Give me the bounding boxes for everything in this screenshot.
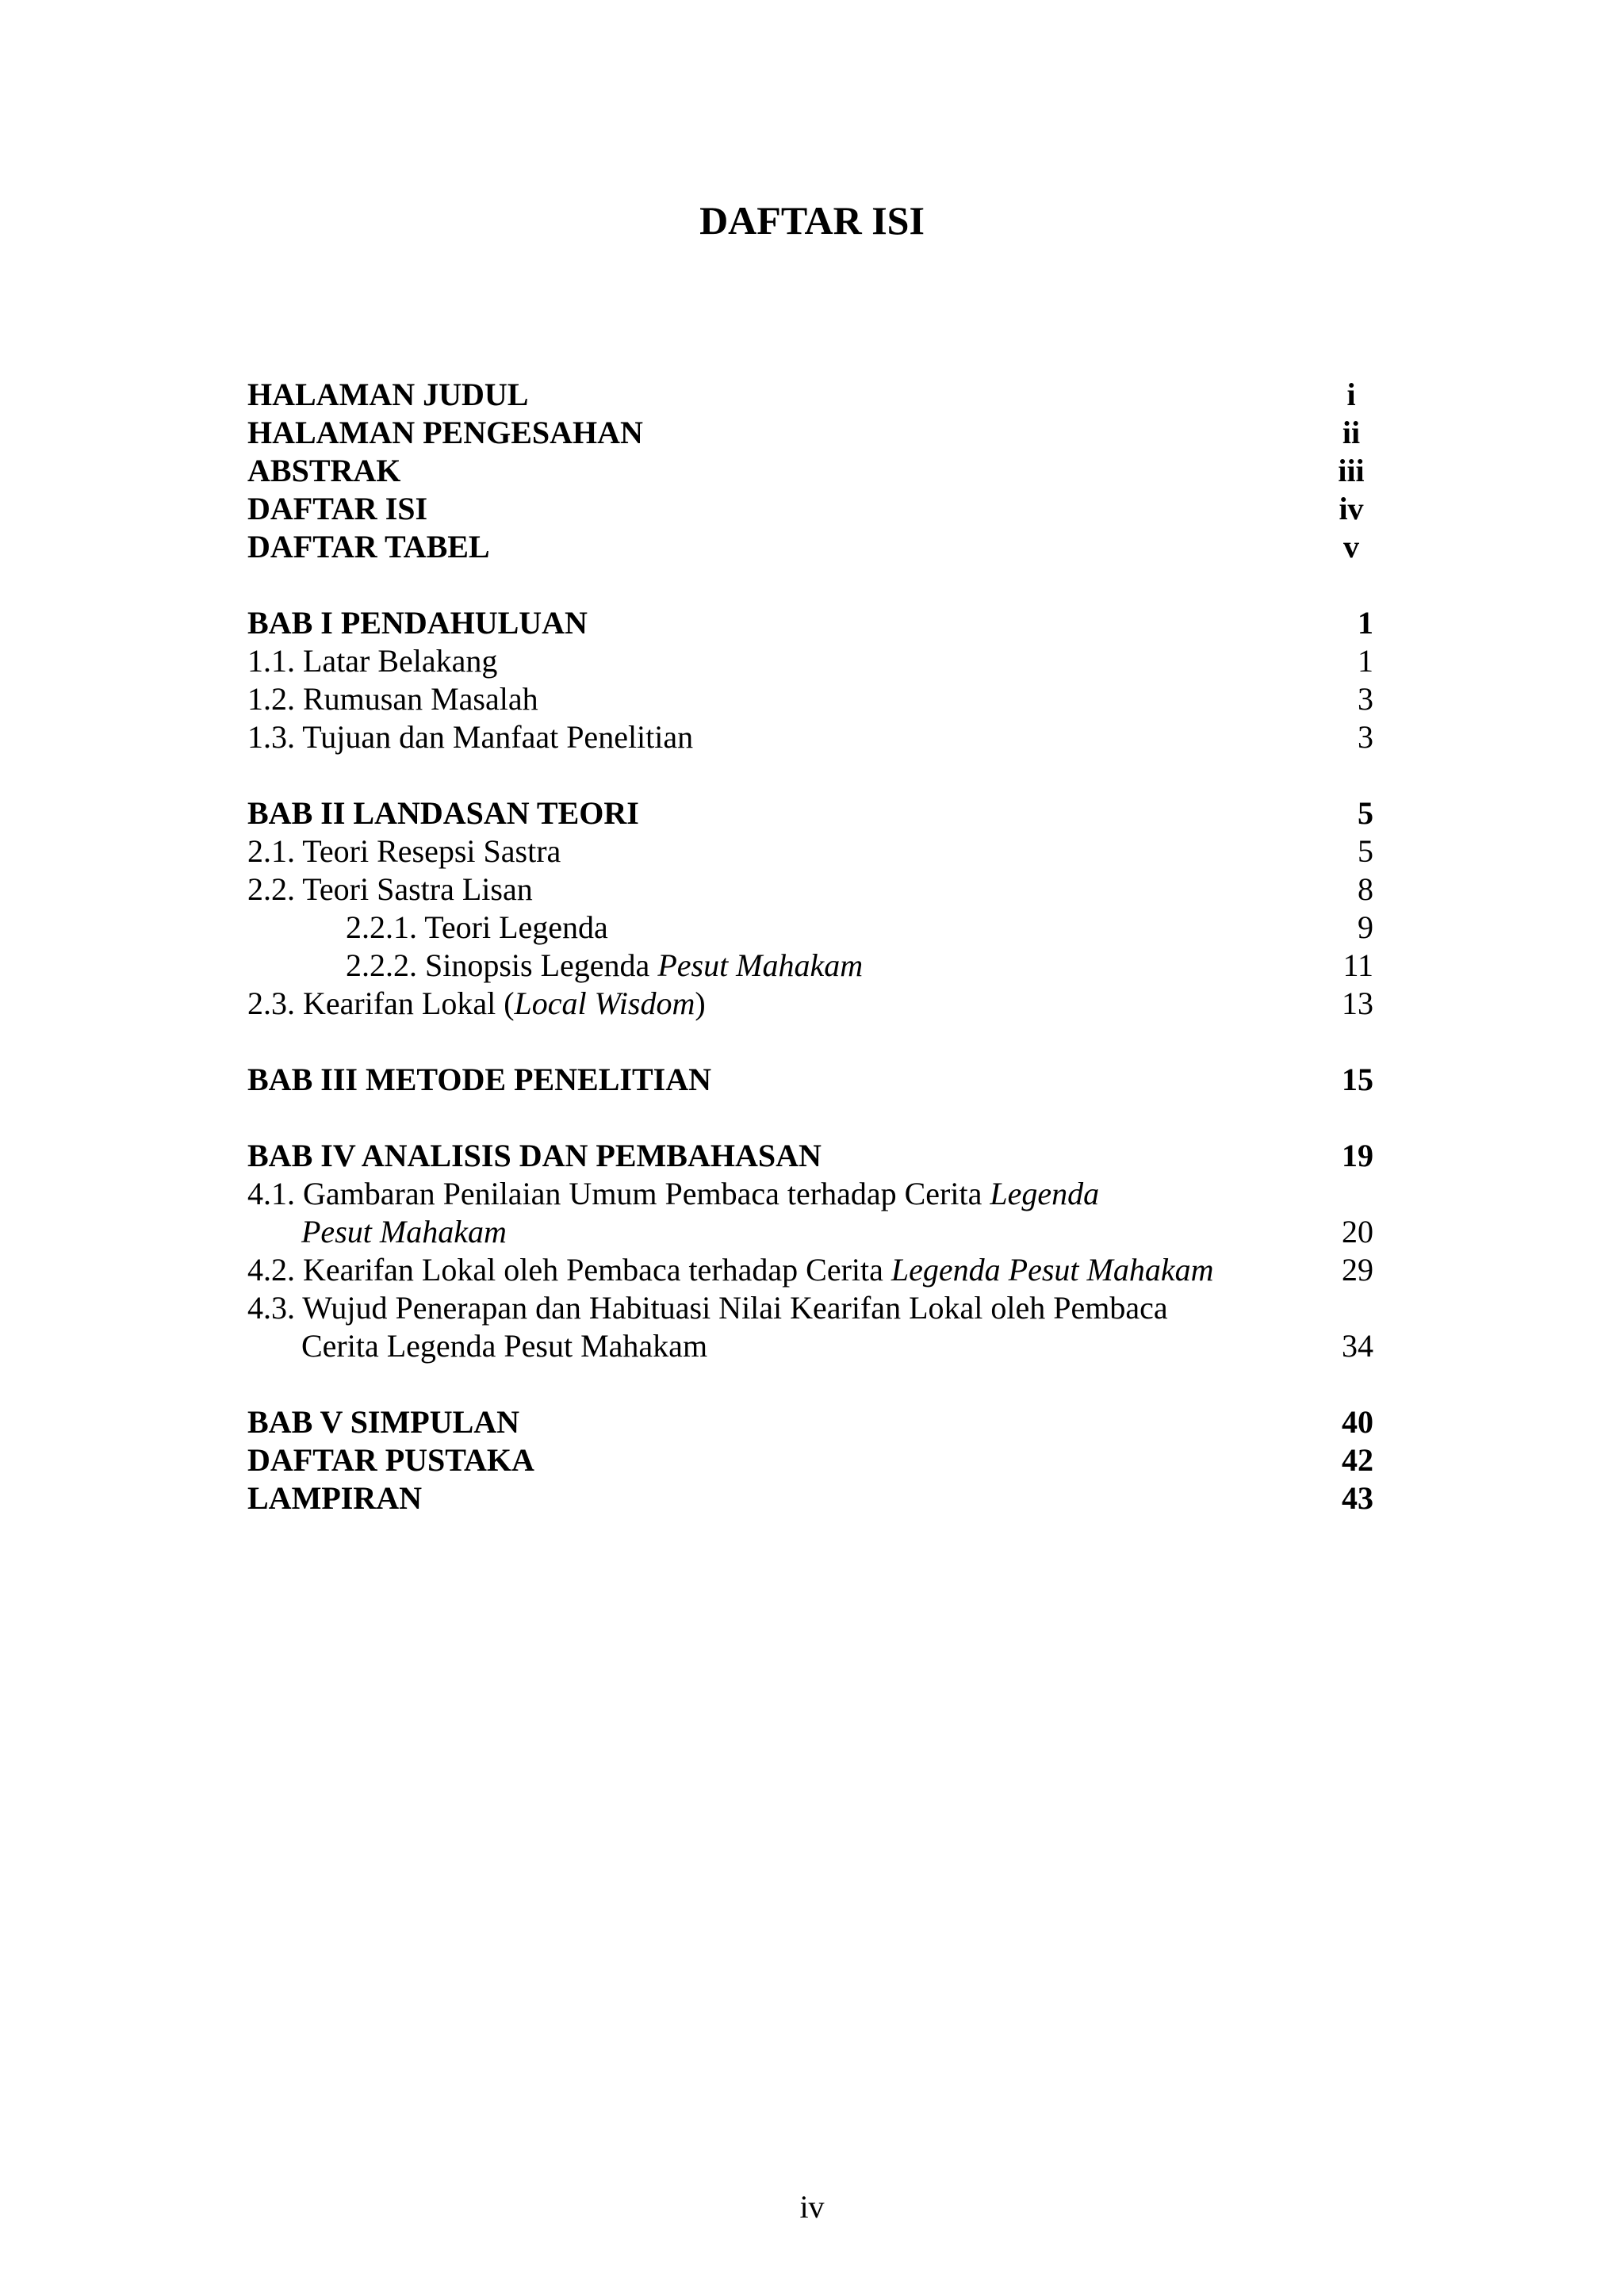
toc-entry-page: 34 (1342, 1328, 1373, 1364)
toc-entry-page: 8 (1358, 871, 1373, 907)
toc-entry-label (247, 1175, 1099, 1213)
toc-entry-page: 19 (1342, 1138, 1373, 1173)
toc-entry-label-text: 2.3. Kearifan Lokal ( (247, 985, 515, 1021)
toc-entry-page: 29 (1342, 1252, 1373, 1288)
toc-entry-2-2-2 (247, 947, 1373, 985)
toc-chapter-bab-2 (247, 794, 1373, 832)
toc-entry-label: ABSTRAK (247, 453, 401, 488)
toc-entry-daftar-tabel (247, 528, 1373, 566)
toc-entry-halaman-judul (247, 376, 1373, 414)
toc-entry-label (247, 1213, 507, 1251)
toc-entry-2-2-1 (247, 909, 1373, 947)
toc-entry-label: BAB IV ANALISIS DAN PEMBAHASAN (247, 1138, 822, 1173)
toc-entry-1-1 (247, 642, 1373, 680)
toc-entry-label-text: 2.2.2. Sinopsis Legenda (346, 947, 658, 983)
toc-entry-label: 1.1. Latar Belakang (247, 643, 498, 679)
toc-entry-label: BAB V SIMPULAN (247, 1404, 520, 1440)
toc-entry-page: iv (1339, 491, 1364, 526)
toc-entry-halaman-pengesahan (247, 414, 1373, 452)
toc-entry-page: v (1343, 529, 1359, 564)
toc-entry-label-text: 4.1. Gambaran Penilaian Umum Pembaca terhadap Cerita (247, 1176, 990, 1211)
toc-entry-label: HALAMAN PENGESAHAN (247, 415, 643, 450)
toc-entry-4-2 (247, 1251, 1373, 1289)
toc-entry-1-3 (247, 718, 1373, 756)
toc-entry-label: DAFTAR ISI (247, 491, 428, 526)
toc-entry-lampiran (247, 1479, 1373, 1517)
page-title: DAFTAR ISI (699, 198, 925, 243)
toc-entry-4-1 (247, 1175, 1373, 1213)
toc-entry-page: iii (1338, 453, 1365, 488)
toc-entry-label: BAB II LANDASAN TEORI (247, 795, 639, 831)
toc-entry-page: 40 (1342, 1404, 1373, 1440)
toc-entry-page: ii (1342, 415, 1361, 450)
table-of-contents (247, 376, 1373, 1517)
toc-entry-label: DAFTAR PUSTAKA (247, 1442, 534, 1478)
toc-entry-page: 1 (1358, 605, 1373, 641)
toc-entry-page: 11 (1342, 947, 1373, 983)
toc-entry-page: 3 (1358, 719, 1373, 755)
toc-entry-abstrak (247, 452, 1373, 490)
toc-chapter-bab-5 (247, 1403, 1373, 1441)
toc-entry-label: LAMPIRAN (247, 1480, 422, 1516)
toc-entry-label: BAB III METODE PENELITIAN (247, 1062, 711, 1097)
toc-entry-1-2 (247, 680, 1373, 718)
toc-entry-page: 9 (1358, 909, 1373, 945)
toc-entry-label-italic: Legenda (990, 1176, 1100, 1211)
toc-entry-label: Cerita Legenda Pesut Mahakam (301, 1328, 708, 1364)
toc-chapter-bab-4 (247, 1137, 1373, 1175)
toc-entry-label-text: 4.2. Kearifan Lokal oleh Pembaca terhadap Cerita (247, 1252, 891, 1288)
toc-entry-label-italic: Pesut Mahakam (301, 1214, 507, 1249)
toc-chapter-bab-1 (247, 604, 1373, 642)
toc-entry-label (247, 1251, 1213, 1289)
toc-entry-2-3 (247, 985, 1373, 1023)
toc-entry-label-italic: Local Wisdom (514, 985, 695, 1021)
toc-entry-page: 20 (1342, 1214, 1373, 1249)
toc-entry-page: 42 (1342, 1442, 1373, 1478)
toc-entry-daftar-isi (247, 490, 1373, 528)
toc-entry-label (247, 947, 863, 985)
toc-entry-label: 2.2.1. Teori Legenda (346, 909, 608, 945)
toc-entry-2-2 (247, 871, 1373, 909)
toc-entry-page: 15 (1342, 1062, 1373, 1097)
toc-entry-page: 5 (1358, 795, 1373, 831)
toc-entry-page: 3 (1358, 681, 1373, 717)
toc-entry-page: 13 (1342, 985, 1373, 1021)
toc-entry-label-text: ) (695, 985, 706, 1021)
toc-entry-4-1-continued (247, 1213, 1373, 1251)
toc-entry-label (247, 985, 706, 1023)
toc-entry-page: 43 (1342, 1480, 1373, 1516)
toc-entry-page: 1 (1358, 643, 1373, 679)
toc-entry-label: 4.3. Wujud Penerapan dan Habituasi Nilai Kearifan Lokal oleh Pembaca (247, 1290, 1168, 1326)
page-number: iv (799, 2189, 825, 2225)
toc-entry-label: DAFTAR TABEL (247, 529, 490, 564)
toc-entry-label: 1.2. Rumusan Masalah (247, 681, 538, 717)
toc-entry-label-italic: Pesut Mahakam (657, 947, 864, 983)
toc-entry-4-3-continued (247, 1327, 1373, 1365)
toc-entry-label: BAB I PENDAHULUAN (247, 605, 588, 641)
toc-entry-4-3 (247, 1289, 1373, 1327)
toc-entry-page: 5 (1358, 833, 1373, 869)
toc-entry-label: 1.3. Tujuan dan Manfaat Penelitian (247, 719, 694, 755)
toc-entry-label: 2.1. Teori Resepsi Sastra (247, 833, 561, 869)
toc-entry-daftar-pustaka (247, 1441, 1373, 1479)
toc-entry-2-1 (247, 832, 1373, 871)
toc-entry-label: HALAMAN JUDUL (247, 377, 529, 412)
toc-entry-label: 2.2. Teori Sastra Lisan (247, 871, 533, 907)
toc-entry-page: i (1346, 377, 1356, 412)
toc-entry-label-italic: Legenda Pesut Mahakam (891, 1252, 1214, 1288)
toc-chapter-bab-3 (247, 1061, 1373, 1099)
